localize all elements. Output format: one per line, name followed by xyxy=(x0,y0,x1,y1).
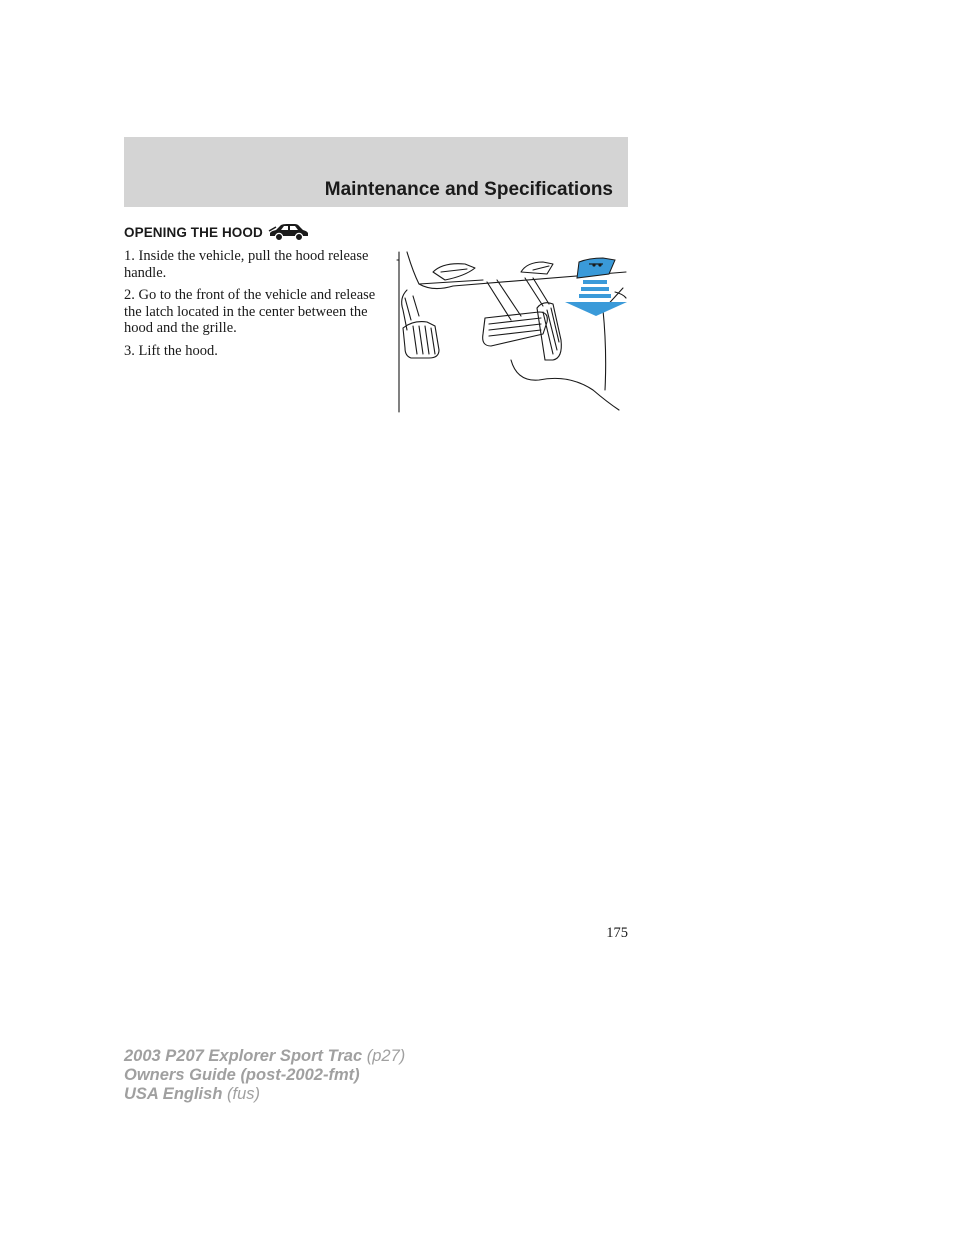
car-hood-icon xyxy=(267,221,311,243)
footer-line-2 xyxy=(124,1066,405,1085)
step-3: 3. Lift the hood. xyxy=(124,342,218,359)
page-number: 175 xyxy=(606,925,628,941)
footer-model-code: (p27) xyxy=(366,1047,406,1065)
section-heading-text: OPENING THE HOOD xyxy=(124,224,263,240)
footer-language-code: (fus) xyxy=(227,1085,260,1103)
footer-line-3 xyxy=(124,1085,405,1104)
step-1: 1. Inside the vehicle, pull the hood release handle. xyxy=(124,248,369,281)
footer-language: USA English xyxy=(124,1085,223,1103)
steps-list xyxy=(124,248,376,365)
header-band xyxy=(124,137,628,207)
footer xyxy=(124,1047,405,1104)
page-title: Maintenance and Specifications xyxy=(324,179,613,200)
hood-release-illustration xyxy=(393,250,628,414)
footer-guide: Owners Guide (post-2002-fmt) xyxy=(124,1066,360,1084)
section-heading xyxy=(124,221,311,243)
footer-model: 2003 P207 Explorer Sport Trac xyxy=(124,1047,363,1065)
step-2: 2. Go to the front of the vehicle and release the latch located in the center between the hood and the grille. xyxy=(124,287,376,336)
footer-line-1 xyxy=(124,1047,405,1066)
